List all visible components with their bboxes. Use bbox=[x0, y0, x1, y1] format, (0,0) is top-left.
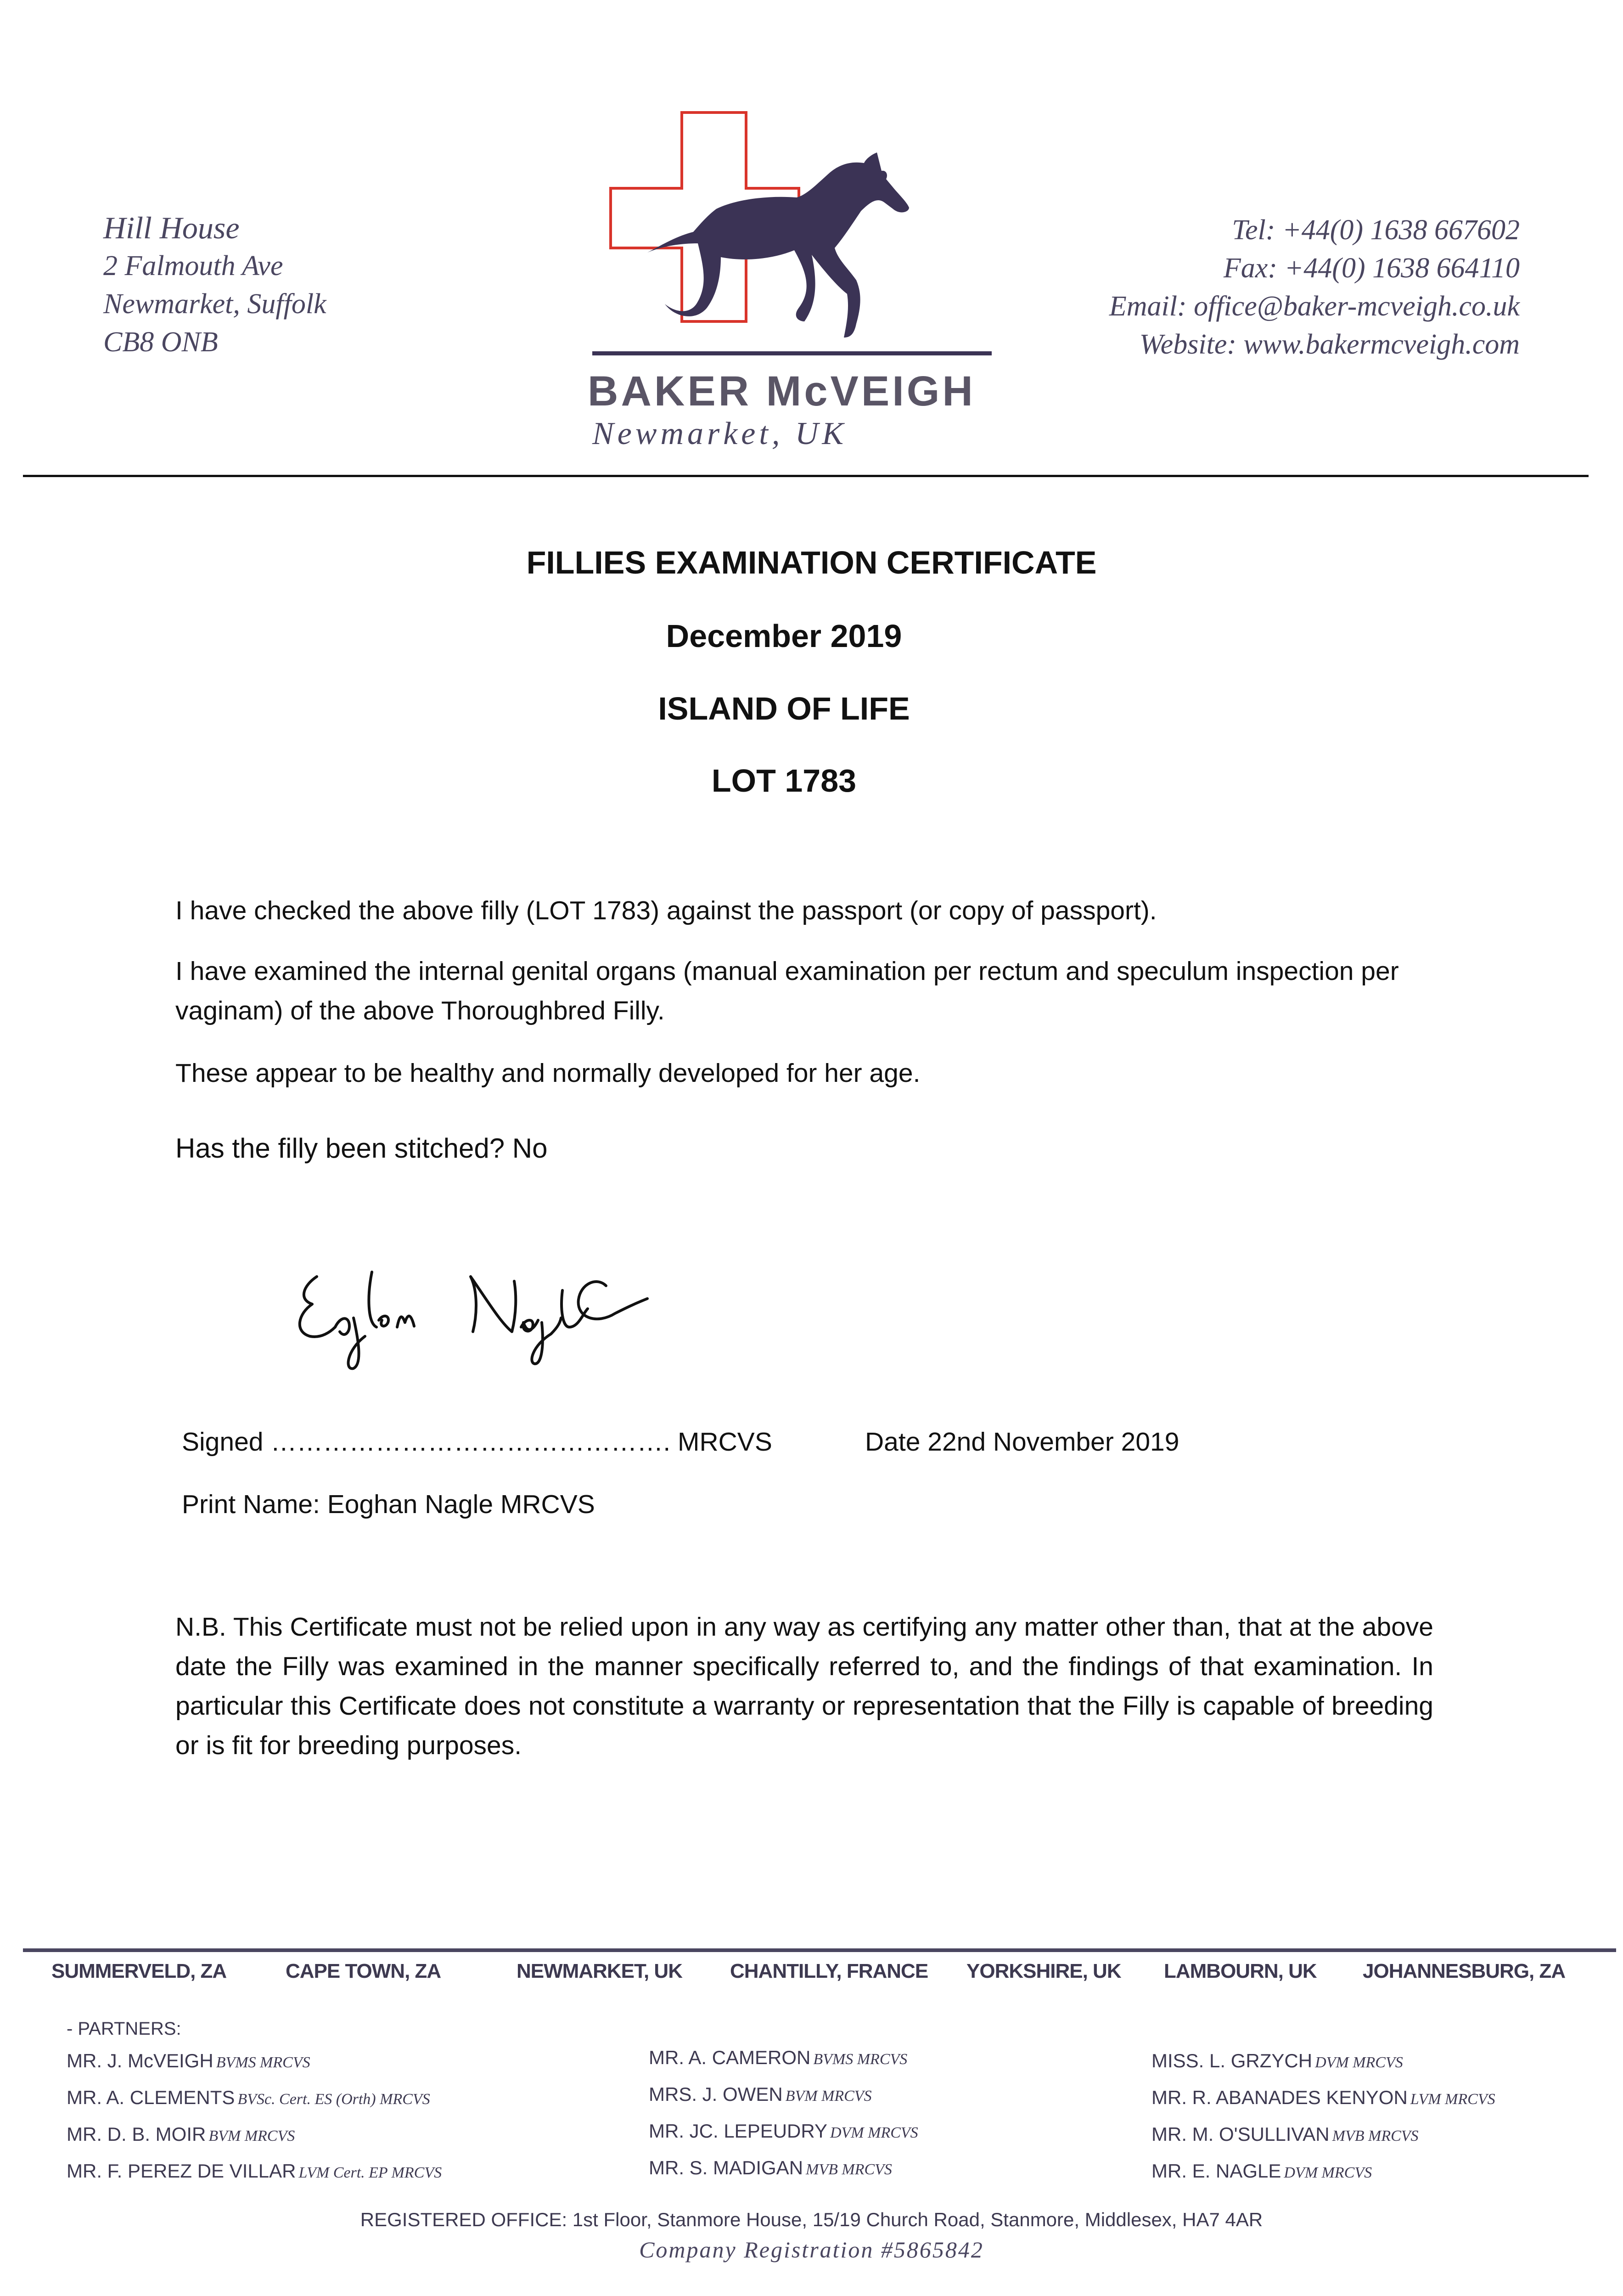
body-paragraph: I have checked the above filly (LOT 1783) against the passport (or copy of passport). bbox=[175, 896, 1157, 925]
body-paragraph: These appear to be healthy and normally developed for her age. bbox=[175, 1058, 921, 1088]
location: YORKSHIRE, UK bbox=[966, 1960, 1121, 1982]
partners-column-2 bbox=[649, 2040, 918, 2187]
company-registration: Company Registration #5865842 bbox=[639, 2237, 984, 2262]
contact-tel: Tel: +44(0) 1638 667602 bbox=[1232, 214, 1520, 246]
brand-name: BAKER McVEIGH bbox=[588, 368, 976, 415]
partner-entry: MR. R. ABANADES KENYON LVM MRCVS bbox=[1151, 2087, 1495, 2108]
signed-line: Signed ………………………………………. MRCVS bbox=[182, 1427, 772, 1457]
partner-entry: MR. S. MADIGAN MVB MRCVS bbox=[649, 2157, 892, 2178]
partner-entry: MR. E. NAGLE DVM MRCVS bbox=[1151, 2160, 1372, 2182]
address-line: Newmarket, Suffolk bbox=[103, 288, 326, 320]
address-line: 2 Falmouth Ave bbox=[103, 250, 283, 281]
location: JOHANNESBURG, ZA bbox=[1363, 1960, 1566, 1982]
address-line: CB8 ONB bbox=[103, 326, 218, 358]
stitched-question: Has the filly been stitched? No bbox=[175, 1133, 548, 1164]
location: SUMMERVELD, ZA bbox=[51, 1960, 227, 1982]
partner-entry: MR. M. O'SULLIVAN MVB MRCVS bbox=[1151, 2123, 1419, 2145]
print-name: Print Name: Eoghan Nagle MRCVS bbox=[182, 1490, 595, 1519]
partner-entry: MR. JC. LEPEUDRY DVM MRCVS bbox=[649, 2120, 918, 2142]
certificate-title: FILLIES EXAMINATION CERTIFICATE bbox=[526, 545, 1097, 580]
address-line: Hill House bbox=[103, 210, 240, 245]
partner-entry: MR. A. CAMERON BVMS MRCVS bbox=[649, 2047, 908, 2068]
partner-entry: MR. J. McVEIGH BVMS MRCVS bbox=[67, 2050, 310, 2071]
contact-fax: Fax: +44(0) 1638 664110 bbox=[1223, 253, 1520, 284]
contact-details bbox=[1109, 211, 1520, 364]
partner-entry: MRS. J. OWEN BVM MRCVS bbox=[649, 2083, 872, 2105]
brand-location: Newmarket, UK bbox=[592, 416, 848, 451]
location: CAPE TOWN, ZA bbox=[286, 1960, 441, 1982]
signed-date: Date 22nd November 2019 bbox=[865, 1427, 1179, 1457]
partners-label: - PARTNERS: bbox=[67, 2019, 181, 2039]
partners-column-3 bbox=[1151, 2043, 1495, 2190]
disclaimer: N.B. This Certificate must not be relied upon in any way as certifying any matter other than, that at the above date the Filly was examined in the manner specifically referred to, and the findings of that examination. In particular this Certificate does not constitute a warranty or representation that the Filly is capable of breeding or is fit for breeding purposes. bbox=[175, 1612, 1433, 1760]
registered-office: REGISTERED OFFICE: 1st Floor, Stanmore House, 15/19 Church Road, Stanmore, Middlesex, HA7 4AR bbox=[360, 2209, 1263, 2230]
horse-icon bbox=[647, 152, 909, 338]
lot-number: LOT 1783 bbox=[711, 763, 857, 799]
partner-entry: MR. A. CLEMENTS BVSc. Cert. ES (Orth) MRCVS bbox=[67, 2087, 430, 2108]
logo-underline bbox=[592, 351, 992, 355]
horse-name: ISLAND OF LIFE bbox=[658, 691, 910, 726]
sender-address bbox=[103, 209, 326, 361]
partner-entry: MISS. L. GRZYCH DVM MRCVS bbox=[1151, 2050, 1403, 2071]
partner-entry: MR. D. B. MOIR BVM MRCVS bbox=[67, 2123, 295, 2145]
location: CHANTILLY, FRANCE bbox=[730, 1960, 928, 1982]
footer-divider bbox=[23, 1948, 1616, 1952]
certificate-date: December 2019 bbox=[666, 618, 902, 654]
handwritten-signature bbox=[285, 1258, 698, 1373]
contact-website: Website: www.bakermcveigh.com bbox=[1139, 329, 1520, 360]
partners-column-1 bbox=[67, 2043, 442, 2190]
partner-entry: MR. F. PEREZ DE VILLAR LVM Cert. EP MRCVS bbox=[67, 2160, 442, 2182]
contact-email: Email: office@baker-mcveigh.co.uk bbox=[1109, 291, 1520, 322]
location: LAMBOURN, UK bbox=[1164, 1960, 1317, 1982]
header-divider bbox=[23, 475, 1589, 477]
logo-cross-horse-icon bbox=[583, 106, 1005, 363]
body-paragraph: I have examined the internal genital organs (manual examination per rectum and speculum inspection per vaginam) of the above Thoroughbred Filly. bbox=[175, 957, 1399, 1025]
location: NEWMARKET, UK bbox=[517, 1960, 682, 1982]
